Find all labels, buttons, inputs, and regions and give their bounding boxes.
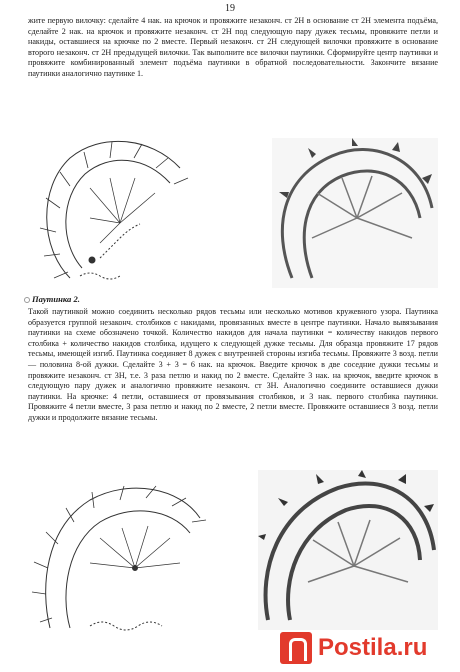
crochet-diagram-1 <box>30 128 202 288</box>
postila-logo-icon <box>280 632 312 664</box>
instruction-paragraph-2: Такой паутинкой можно соединить несколько рядов тесьмы или несколько мотивов кружевного узора. Паутинка образуется группой незаконч. столбиков с накидами, провязанных вместе в центре паутинки. Начало вывязывания паутинки на схеме обозначено точкой. Количество накидов для начала паутинки = количеству накидов первого столбика + количество накидов столбика, идущего к следующей дужке тесьмы. Для образца провяжите 17 рядов тесьмы, имеющей изгиб. Паутинка соединяет 8 дужек с внутренней стороны изгиба тесьмы. Провяжите 3 возд. петли — половина 8-ой дужки. Сделайте 3 + 3 = 6 нак. на крючок. Введите крючок в две соседние дужки тесьмы и провяжите незаконч. ст 3Н, т.е. 3 раза петлю и накид по 2 вместе. Сделайте 3 нак. на крючок, введите крючок в следующую пару дужек и аналогично провяжите незаконч. ст 3Н. Аналогично соедините оставшиеся дужки паутинки. На крючке: 4 петли, оставшиеся от провязывания столбиков, и 3 нак. первого столбика паутинки. Провяжите 4 петли вместе, 3 раза петлю и накид по 2 вместе, 2 петли вместе. Провяжите оставшиеся 3 возд. петли дужки и продолжите вязание тесьмы. <box>28 307 438 422</box>
page-number: 19 <box>225 3 235 14</box>
watermark <box>280 624 460 672</box>
section-heading <box>24 294 80 304</box>
watermark-text: Postila.ru <box>318 634 428 661</box>
crochet-diagram-2 <box>30 478 210 638</box>
instruction-paragraph-1: жите первую вилочку: сделайте 4 нак. на крючок и провяжите незаконч. ст 2Н в основание ст 2Н элемента подъёма, сделайте 2 нак. на крючок и провяжите незаконч. ст 2Н под следующую пару дужек тесьмы, провяжите петли и накиды, оставшиеся на крючке по 2 вместе. Первый незаконч. ст 2Н следующей вилочки провяжите в основание второго незаконч. ст 2Н предыдущей вилочки. Так выполните все вилочки паутинки. Сформируйте центр паутинки и провяжите комбинированный элемент подъёма паутинки в обратной последовательности. Закончите вязание паутинки аналогично паутинке 1. <box>28 16 438 78</box>
lace-photo-1 <box>272 138 438 288</box>
heading-text: Паутинка 2. <box>32 294 80 304</box>
bullet-icon <box>24 297 30 303</box>
lace-photo-2 <box>258 470 438 630</box>
